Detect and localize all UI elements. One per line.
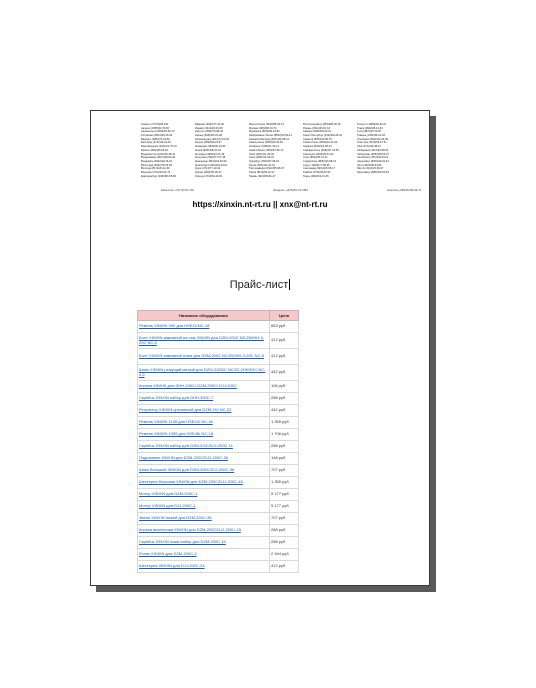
product-price: 1 706 руб	[270, 429, 299, 441]
contact-line: Рязань (4912)46-61-64	[303, 126, 331, 130]
contact-line: Краснодар (861)203-40-90	[195, 159, 227, 163]
product-link[interactable]: Ролик XINXIN для DZM-200C-3	[138, 549, 270, 561]
table-row	[138, 417, 299, 429]
contact-line: Екатеринбург (343)384-55-89	[141, 174, 176, 178]
contact-line: Пермь (342)205-81-47	[249, 174, 276, 178]
table-row	[138, 365, 299, 381]
contact-line: Курск (4712)77-13-04	[195, 167, 221, 171]
product-price: 412 руб	[270, 333, 299, 349]
page-title-text: Прайс-лист	[229, 279, 289, 291]
contact-line: Белгород (4722)40-23-64	[141, 141, 171, 145]
table-row	[138, 405, 299, 417]
table-row	[138, 513, 299, 525]
contacts-column	[141, 123, 193, 178]
product-price: 288 руб	[270, 441, 299, 453]
product-price: 288 руб	[270, 393, 299, 405]
product-link[interactable]: Звено XINXIN ножей для DZM-200C-36	[138, 513, 270, 525]
contact-line: Саранск (8342)22-96-24	[303, 145, 332, 149]
contacts-column	[195, 123, 247, 178]
contacts-block	[141, 123, 427, 178]
contact-line: Тюмень (3452)66-21-18	[357, 134, 385, 138]
table-row	[138, 525, 299, 537]
contact-line: Ульяновск (8422)24-23-59	[357, 137, 388, 141]
contact-line: Тверь (4822)63-31-35	[303, 174, 329, 178]
product-price: 442 руб	[270, 405, 299, 417]
table-row	[138, 537, 299, 549]
contact-line: Челябинск (351)202-03-61	[357, 156, 389, 160]
contacts-column	[357, 123, 409, 178]
contact-line: Севастополь (8692)22-31-93	[303, 141, 338, 145]
product-link[interactable]: Мотор XINXIN для DJJ-200C-1	[138, 501, 270, 513]
document-page	[90, 110, 430, 586]
contact-line: Астрахань (8512)99-46-04	[141, 134, 173, 138]
product-link[interactable]: Ремень XINXIN 1145 для HSE24/ NC-18	[138, 417, 270, 429]
contact-line: Тольятти (8482)63-91-07	[357, 123, 387, 126]
table-row	[138, 501, 299, 513]
product-price: 148 руб	[270, 453, 299, 465]
price-table	[137, 310, 299, 573]
table-row	[138, 561, 299, 573]
contact-line: Псков (8112)59-10-37	[249, 170, 275, 174]
contact-line: Ижевск (3412)26-03-58	[195, 126, 223, 130]
contact-line: Орел (4862)44-53-42	[249, 156, 274, 160]
contact-line: Сочи (862)225-72-31	[303, 156, 328, 160]
table-row	[138, 549, 299, 561]
product-price: 288 руб	[270, 537, 299, 549]
contact-line: Владимир (4922)49-43-18	[141, 159, 172, 163]
product-link[interactable]: Шестерня большая XINXIN для DZM-200C/DJJ-200C-45	[138, 477, 270, 489]
product-link[interactable]: Скребок XINXIN набор для DHH-300C-7	[138, 393, 270, 405]
contact-line: Омск (3812)21-46-40	[249, 152, 274, 156]
product-link[interactable]: Болт XINXIN зажимной ножа для DZM-200С NC/200HH-3-20C NC-5	[138, 349, 270, 365]
table-header-row	[138, 311, 299, 321]
contact-line: Хабаровск (4212)92-98-04	[357, 148, 389, 152]
contact-line: Череповец (8202)49-02-64	[357, 159, 389, 163]
contact-line: Иваново (4932)77-34-06	[195, 123, 224, 126]
contact-line: Курган (3522)50-90-47	[195, 170, 222, 174]
table-row	[138, 381, 299, 393]
contact-line: Волгоград (844)278-03-48	[141, 163, 172, 167]
contact-line: Москва (495)268-04-70	[249, 126, 277, 130]
product-link[interactable]: Кнопка включения XINXIN для DZM-200C/DJJ-200C-15	[138, 525, 270, 537]
contact-line: Вологда (8172)26-41-59	[141, 167, 170, 171]
contact-line: Благовещенск (4162)22-76-07	[141, 145, 177, 149]
contact-line: Барнаул (3852)73-04-60	[141, 137, 170, 141]
table-row	[138, 465, 299, 477]
product-price: 118 руб	[270, 381, 299, 393]
product-link[interactable]: Регулятор XINXIN срезанный для DZM-2H/ NC-22	[138, 405, 270, 417]
product-price: 1 355 руб	[270, 477, 299, 489]
contact-line: Новосибирск (383)227-86-73	[249, 148, 284, 152]
contact-line: Чита (3022)38-34-83	[357, 163, 382, 167]
contact-line: Мурманск (8152)59-64-93	[249, 130, 280, 134]
contact-line	[357, 175, 409, 179]
page-title	[91, 279, 429, 291]
contact-line: Калининград (4012)72-03-81	[195, 137, 230, 141]
product-link[interactable]: Мотор XINXIN для DZM-200C-1	[138, 489, 270, 501]
table-row	[138, 429, 299, 441]
contact-line: Брянск (4832)59-03-52	[141, 148, 168, 152]
contact-line: Уфа (347)229-48-12	[357, 145, 381, 149]
product-link[interactable]: Болт XINXIN зажимной на нож XINXIN для DZM-200С NC/200HH-3-20C NC-5	[138, 333, 270, 349]
product-link[interactable]: Ремень XINXIN 900 для HSE11/NC-18	[138, 321, 270, 333]
contact-line: Архангельск (8182)63-90-72	[141, 130, 175, 134]
contact-line: Магнитогорск (3519)55-03-13	[249, 123, 284, 126]
contact-line: Кострома (4942)77-07-48	[195, 156, 226, 160]
contact-line: Коломна (4966)23-41-49	[195, 152, 225, 156]
contact-line: Воронеж (473)204-51-73	[141, 170, 171, 174]
product-price: 288 руб	[270, 525, 299, 537]
contact-line: Томск (3822)98-41-53	[357, 126, 383, 130]
contact-line: Сургут (3462)77-98-35	[303, 163, 330, 167]
product-link[interactable]: Кнопка XINXIN для DHH-240C/ DZM-200C/ DJJ-200C	[138, 381, 270, 393]
product-price: 412 руб	[270, 349, 299, 365]
contact-line: Самара (846)206-03-16	[303, 130, 332, 134]
contact-line: Симферополь (3652)67-13-56	[303, 148, 339, 152]
product-price: 707 руб	[270, 465, 299, 477]
table-row	[138, 477, 299, 489]
table-row	[138, 453, 299, 465]
product-price: 412 руб	[270, 561, 299, 573]
product-price: 5 177 руб	[270, 501, 299, 513]
contact-line: Владикавказ (8672)28-90-48	[141, 156, 176, 160]
contact-line: Иркутск (395)279-98-46	[195, 130, 223, 134]
product-link[interactable]: Подшипник XINXIN для DZM-200C/DJJ-200C-35	[138, 453, 270, 465]
contact-line: Смоленск (4812)29-41-54	[303, 152, 334, 156]
product-price: 2 944 руб	[270, 549, 299, 561]
product-price: 707 руб	[270, 513, 299, 525]
contact-line: Сыктывкар (8212)25-95-17	[303, 167, 336, 171]
contact-line: Санкт-Петербург (812)309-46-40	[303, 134, 342, 138]
product-link[interactable]: Шнек XINXIN режущий малый для DZM-2/200C NC/22-2НК/2НС NC-4.5	[138, 365, 270, 381]
contact-line: Новокузнецк (3843)20-46-81	[249, 141, 283, 145]
contact-line: Набережные Челны (8552)20-53-41	[249, 134, 292, 138]
contact-line: Тула (4872)33-79-87	[357, 130, 382, 134]
contact-line: Алматы (7273)495-231	[141, 123, 169, 126]
site-links[interactable]: https://xinxin.nt-rt.ru || xnx@nt-rt.ru	[192, 200, 328, 209]
table-row	[138, 321, 299, 333]
product-link[interactable]: Скребок XINXIN набор для DZM-2/3C/DJJ-200C-11	[138, 441, 270, 453]
phone-kz: Казахстан +7(7172)727-132	[161, 189, 194, 192]
phones-row	[161, 189, 421, 192]
price-table-wrap	[137, 310, 298, 569]
product-link[interactable]: Скребок XINXIN ножи набор для DZM-200C-10	[138, 537, 270, 549]
contact-line: Нижний Новгород (831)429-08-12	[249, 137, 290, 141]
product-price: 442 руб	[270, 365, 299, 381]
product-link[interactable]: Шнек большой XINXIN для DZM-200C/DJJ-200C-38	[138, 465, 270, 477]
table-row	[138, 349, 299, 365]
text-caret	[289, 279, 290, 290]
product-price: 1 355 руб	[270, 417, 299, 429]
contact-line: Ангарск (3955)60-70-56	[141, 126, 169, 130]
contact-line: Оренбург (3532)37-68-04	[249, 159, 280, 163]
contact-line: Тамбов (4752)50-40-97	[303, 170, 331, 174]
contact-line: Ярославль (4852)69-52-93	[357, 170, 389, 174]
contact-line: Якутск (4112)23-90-97	[357, 167, 384, 171]
contact-line: Саратов (845)249-38-78	[303, 137, 332, 141]
contacts-column	[303, 123, 355, 178]
product-link[interactable]: Шестерня XINXIN для DJJ-200C-24	[138, 561, 270, 573]
contact-line: Калуга (4842)92-23-67	[195, 141, 222, 145]
product-price: 663 руб	[270, 321, 299, 333]
contact-line: Ставрополь (8652)20-65-13	[303, 159, 336, 163]
table-row	[138, 489, 299, 501]
contact-line: Ноябрьск (3496)41-32-12	[249, 145, 280, 149]
table-row	[138, 393, 299, 405]
header-price: Цена	[270, 311, 299, 321]
contact-line: Киров (8332)68-02-04	[195, 148, 221, 152]
contact-line: Казань (843)206-01-48	[195, 134, 222, 138]
table-row	[138, 333, 299, 349]
contact-line: Владивосток (423)249-28-31	[141, 152, 176, 156]
contact-line: Кемерово (3842)65-04-62	[195, 145, 226, 149]
contact-line: Ростов-на-Дону (863)308-18-15	[303, 123, 341, 126]
product-price: 5 177 руб	[270, 489, 299, 501]
contact-line: Пенза (8412)22-31-16	[249, 163, 275, 167]
contact-line: Петрозаводск (8142)55-98-37	[249, 167, 285, 171]
contacts-column	[249, 123, 301, 178]
contact-line: Липецк (4742)52-20-81	[195, 174, 223, 178]
phone-kg: Киргизия +996(312)96-26-47	[387, 189, 421, 192]
contact-line: Улан-Удэ (3012)59-97-51	[357, 141, 387, 145]
phone-by: Беларусь +(375)257-127-884	[273, 189, 308, 192]
contact-line: Красноярск (391)204-63-61	[195, 163, 228, 167]
product-link[interactable]: Ремень XINXIN 1395 для HSE48/ NC-18	[138, 429, 270, 441]
contact-line: Чебоксары (8352)28-53-07	[357, 152, 389, 156]
header-name: Название оборудования	[138, 311, 270, 321]
table-row	[138, 441, 299, 453]
